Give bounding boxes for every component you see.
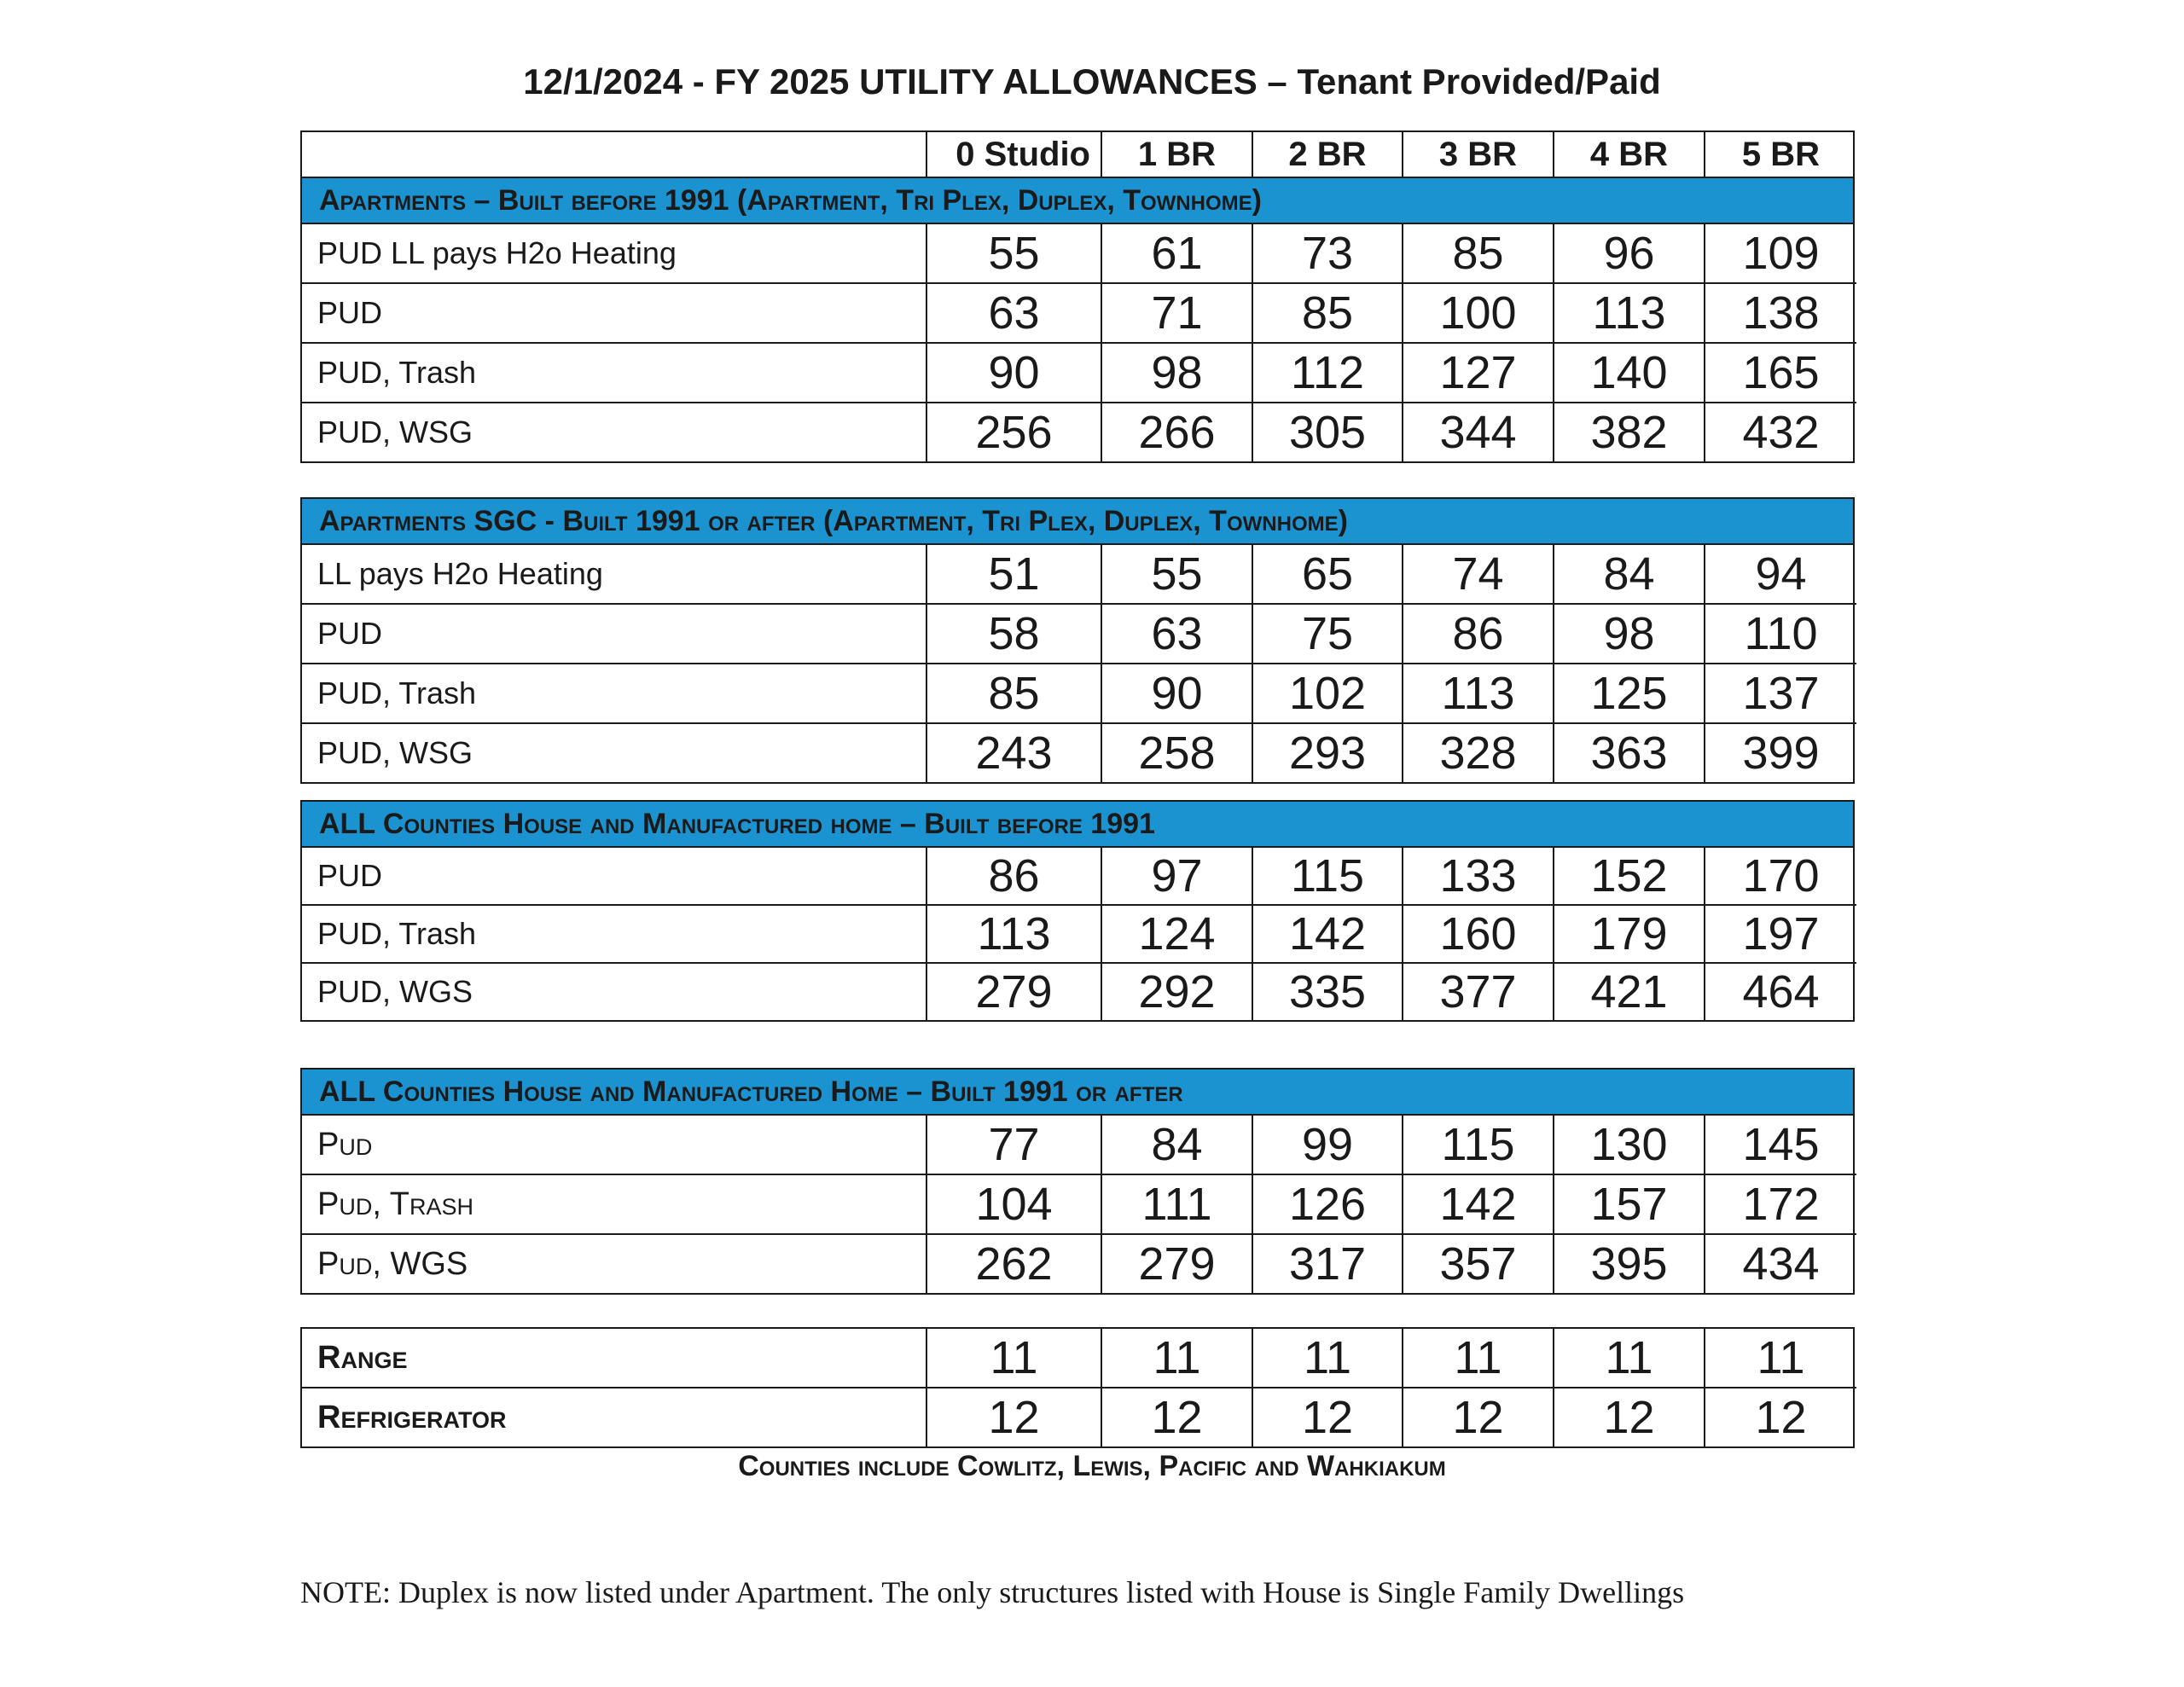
section-band: Apartments – Built before 1991 (Apartment, Tri Plex, Duplex, Townhome) — [302, 177, 1853, 224]
value-cell: 55 — [926, 224, 1101, 283]
value-cell: 421 — [1554, 963, 1705, 1020]
title-prefix: 12/1/2024 - FY 2025 UTILITY ALLOWANCES — [523, 61, 1258, 101]
table-row — [302, 1234, 1856, 1293]
column-header-0-studio: 0 Studio — [926, 132, 1101, 177]
page-title — [0, 61, 2184, 102]
section-house-before-1991 — [300, 800, 1855, 1022]
table-row — [302, 1174, 1856, 1234]
value-cell: 58 — [926, 604, 1101, 664]
value-cell: 293 — [1252, 723, 1403, 782]
value-cell: 172 — [1705, 1174, 1856, 1234]
allowance-table — [302, 1116, 1856, 1293]
value-cell: 12 — [1705, 1388, 1856, 1446]
section-house-1991-or-after — [300, 1068, 1855, 1295]
section-band: ALL Counties House and Manufactured Home – Built 1991 or after — [302, 1070, 1853, 1116]
value-cell: 109 — [1705, 224, 1856, 283]
value-cell: 11 — [1101, 1329, 1252, 1388]
value-cell: 11 — [1252, 1329, 1403, 1388]
value-cell: 65 — [1252, 545, 1403, 604]
value-cell: 124 — [1101, 905, 1252, 963]
value-cell: 104 — [926, 1174, 1101, 1234]
value-cell: 98 — [1101, 343, 1252, 403]
value-cell: 71 — [1101, 283, 1252, 343]
value-cell: 377 — [1403, 963, 1554, 1020]
value-cell: 279 — [926, 963, 1101, 1020]
value-cell: 160 — [1403, 905, 1554, 963]
value-cell: 12 — [1101, 1388, 1252, 1446]
value-cell: 165 — [1705, 343, 1856, 403]
value-cell: 126 — [1252, 1174, 1403, 1234]
table-row — [302, 1388, 1856, 1446]
table-row — [302, 403, 1856, 461]
value-cell: 12 — [1554, 1388, 1705, 1446]
value-cell: 85 — [1403, 224, 1554, 283]
value-cell: 127 — [1403, 343, 1554, 403]
value-cell: 51 — [926, 545, 1101, 604]
section-band: Apartments SGC - Built 1991 or after (Apartment, Tri Plex, Duplex, Townhome) — [302, 499, 1853, 545]
allowance-table — [302, 848, 1856, 1020]
value-cell: 344 — [1403, 403, 1554, 461]
table-row — [302, 343, 1856, 403]
value-cell: 138 — [1705, 283, 1856, 343]
value-cell: 432 — [1705, 403, 1856, 461]
value-cell: 98 — [1554, 604, 1705, 664]
value-cell: 130 — [1554, 1116, 1705, 1174]
value-cell: 243 — [926, 723, 1101, 782]
value-cell: 90 — [926, 343, 1101, 403]
value-cell: 258 — [1101, 723, 1252, 782]
column-header-table — [302, 132, 1856, 177]
row-label: PUD, WGS — [302, 963, 926, 1020]
column-header-4-br: 4 BR — [1554, 132, 1705, 177]
row-label: PUD — [302, 848, 926, 905]
value-cell: 63 — [1101, 604, 1252, 664]
value-cell: 399 — [1705, 723, 1856, 782]
value-cell: 12 — [1252, 1388, 1403, 1446]
value-cell: 11 — [1403, 1329, 1554, 1388]
value-cell: 197 — [1705, 905, 1856, 963]
value-cell: 77 — [926, 1116, 1101, 1174]
allowance-table — [302, 224, 1856, 461]
value-cell: 85 — [926, 664, 1101, 723]
value-cell: 142 — [1403, 1174, 1554, 1234]
value-cell: 317 — [1252, 1234, 1403, 1293]
value-cell: 133 — [1403, 848, 1554, 905]
value-cell: 145 — [1705, 1116, 1856, 1174]
table-row — [302, 224, 1856, 283]
column-header-2-br: 2 BR — [1252, 132, 1403, 177]
value-cell: 99 — [1252, 1116, 1403, 1174]
row-label: PUD, Trash — [302, 343, 926, 403]
value-cell: 395 — [1554, 1234, 1705, 1293]
row-label: Range — [302, 1329, 926, 1388]
value-cell: 96 — [1554, 224, 1705, 283]
value-cell: 75 — [1252, 604, 1403, 664]
section-apartments-sgc-1991-or-after — [300, 497, 1855, 784]
value-cell: 113 — [926, 905, 1101, 963]
value-cell: 279 — [1101, 1234, 1252, 1293]
value-cell: 115 — [1252, 848, 1403, 905]
value-cell: 86 — [1403, 604, 1554, 664]
row-label: PUD — [302, 283, 926, 343]
value-cell: 11 — [1554, 1329, 1705, 1388]
value-cell: 12 — [1403, 1388, 1554, 1446]
value-cell: 112 — [1252, 343, 1403, 403]
row-label: PUD — [302, 604, 926, 664]
value-cell: 97 — [1101, 848, 1252, 905]
value-cell: 142 — [1252, 905, 1403, 963]
table-row — [302, 283, 1856, 343]
duplex-note: NOTE: Duplex is now listed under Apartment. The only structures listed with House is Single Family Dwellings — [300, 1575, 1685, 1609]
value-cell: 292 — [1101, 963, 1252, 1020]
value-cell: 357 — [1403, 1234, 1554, 1293]
value-cell: 86 — [926, 848, 1101, 905]
value-cell: 84 — [1554, 545, 1705, 604]
value-cell: 152 — [1554, 848, 1705, 905]
column-header-5-br: 5 BR — [1705, 132, 1856, 177]
row-label: PUD LL pays H2o Heating — [302, 224, 926, 283]
value-cell: 61 — [1101, 224, 1252, 283]
row-label: PUD, WSG — [302, 403, 926, 461]
value-cell: 382 — [1554, 403, 1705, 461]
value-cell: 137 — [1705, 664, 1856, 723]
value-cell: 73 — [1252, 224, 1403, 283]
section-apartments-before-1991 — [300, 130, 1855, 463]
title-suffix: Tenant Provided/Paid — [1297, 61, 1661, 101]
table-row — [302, 1329, 1856, 1388]
value-cell: 363 — [1554, 723, 1705, 782]
header-blank-cell — [302, 132, 926, 177]
row-label: Pud, Trash — [302, 1174, 926, 1234]
value-cell: 262 — [926, 1234, 1101, 1293]
section-band: ALL Counties House and Manufactured home – Built before 1991 — [302, 802, 1853, 848]
table-row — [302, 604, 1856, 664]
value-cell: 94 — [1705, 545, 1856, 604]
row-label: PUD, Trash — [302, 905, 926, 963]
value-cell: 113 — [1554, 283, 1705, 343]
row-label: Pud, WGS — [302, 1234, 926, 1293]
column-header-1-br: 1 BR — [1101, 132, 1252, 177]
value-cell: 74 — [1403, 545, 1554, 604]
value-cell: 84 — [1101, 1116, 1252, 1174]
table-row — [302, 723, 1856, 782]
value-cell: 464 — [1705, 963, 1856, 1020]
table-row — [302, 848, 1856, 905]
value-cell: 125 — [1554, 664, 1705, 723]
value-cell: 85 — [1252, 283, 1403, 343]
allowance-table — [302, 1329, 1856, 1446]
value-cell: 266 — [1101, 403, 1252, 461]
row-label: Refrigerator — [302, 1388, 926, 1446]
row-label: Pud — [302, 1116, 926, 1174]
value-cell: 63 — [926, 283, 1101, 343]
value-cell: 256 — [926, 403, 1101, 461]
value-cell: 55 — [1101, 545, 1252, 604]
value-cell: 305 — [1252, 403, 1403, 461]
value-cell: 170 — [1705, 848, 1856, 905]
value-cell: 102 — [1252, 664, 1403, 723]
table-row — [302, 664, 1856, 723]
value-cell: 111 — [1101, 1174, 1252, 1234]
value-cell: 434 — [1705, 1234, 1856, 1293]
allowance-table — [302, 545, 1856, 782]
row-label: PUD, WSG — [302, 723, 926, 782]
table-row — [302, 963, 1856, 1020]
row-label: LL pays H2o Heating — [302, 545, 926, 604]
value-cell: 335 — [1252, 963, 1403, 1020]
value-cell: 179 — [1554, 905, 1705, 963]
value-cell: 100 — [1403, 283, 1554, 343]
value-cell: 11 — [1705, 1329, 1856, 1388]
title-dash: – — [1257, 61, 1298, 101]
counties-note: Counties include Cowlitz, Lewis, Pacific and Wahkiakum — [738, 1450, 1446, 1482]
value-cell: 12 — [926, 1388, 1101, 1446]
value-cell: 11 — [926, 1329, 1101, 1388]
section-appliances — [300, 1327, 1855, 1448]
value-cell: 328 — [1403, 723, 1554, 782]
value-cell: 90 — [1101, 664, 1252, 723]
value-cell: 115 — [1403, 1116, 1554, 1174]
value-cell: 157 — [1554, 1174, 1705, 1234]
value-cell: 110 — [1705, 604, 1856, 664]
table-row — [302, 545, 1856, 604]
row-label: PUD, Trash — [302, 664, 926, 723]
value-cell: 140 — [1554, 343, 1705, 403]
column-header-3-br: 3 BR — [1403, 132, 1554, 177]
value-cell: 113 — [1403, 664, 1554, 723]
table-row — [302, 1116, 1856, 1174]
table-row — [302, 905, 1856, 963]
